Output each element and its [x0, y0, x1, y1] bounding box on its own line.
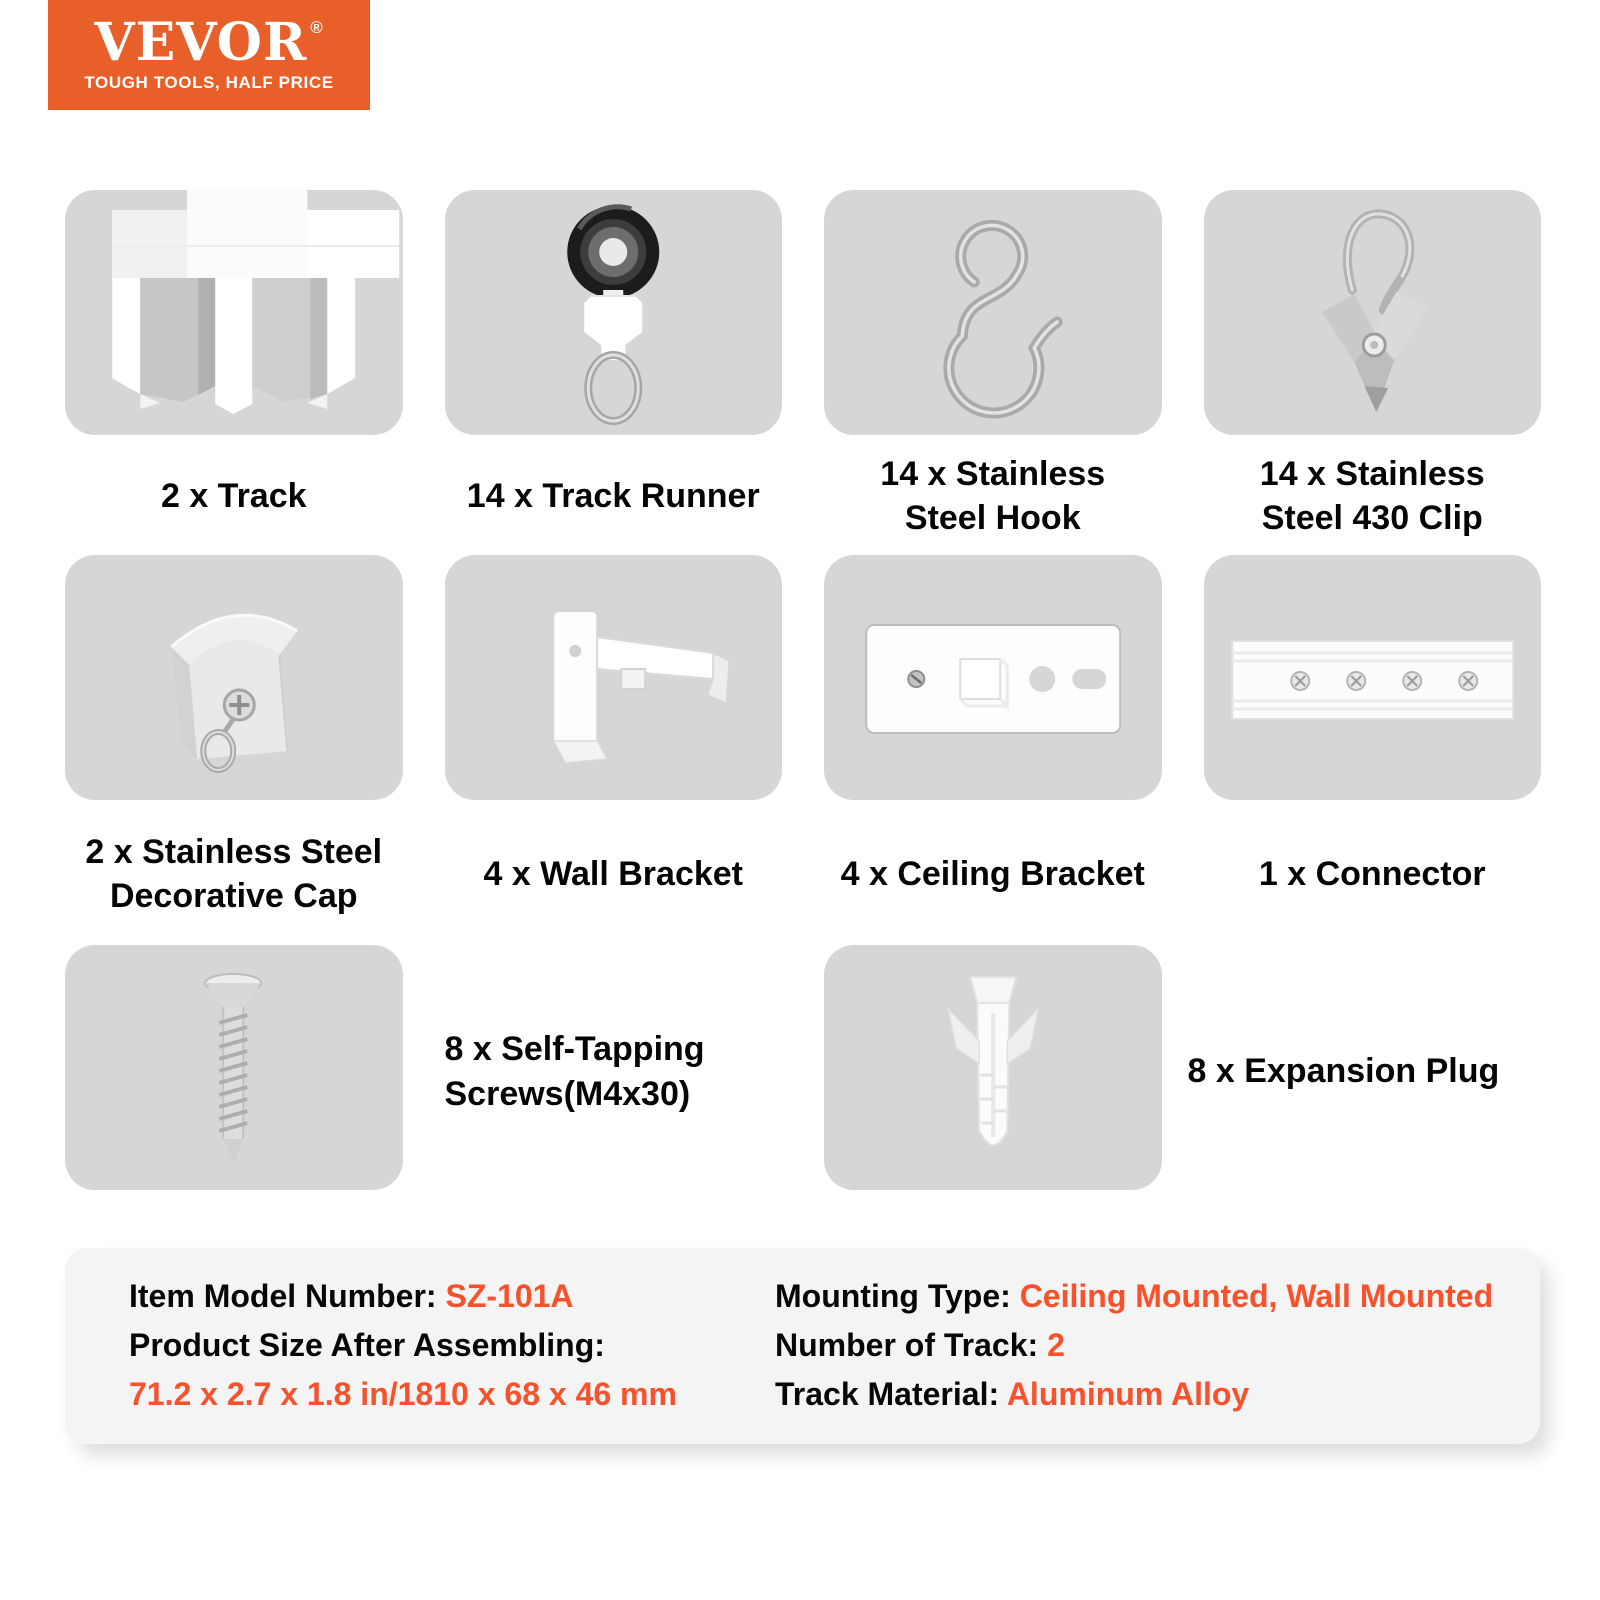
- part-label-stainless-steel-hook: [824, 437, 1162, 555]
- part-label-line: 4 x Wall Bracket: [483, 854, 744, 893]
- spec-panel: [65, 1248, 1540, 1444]
- vevor-logo-tagline: TOUGH TOOLS, HALF PRICE: [84, 73, 334, 92]
- spec-value: 71.2 x 2.7 x 1.8 in/1810 x 68 x 46 mm: [129, 1376, 677, 1412]
- spec-column-left: [129, 1272, 677, 1419]
- spec-number-of-track: [775, 1321, 1493, 1370]
- part-tile-connector: [1204, 555, 1542, 800]
- part-label-wall-bracket: [445, 802, 783, 945]
- parts-row-3: [65, 945, 1541, 1190]
- part-label-line: 2 x Track: [160, 477, 307, 515]
- part-tile-track: [65, 190, 403, 435]
- part-label-line: Decorative Cap: [109, 876, 358, 915]
- spec-label: Item Model Number:: [129, 1278, 446, 1314]
- spec-label: Track Material:: [775, 1376, 1007, 1412]
- parts-row-1-labels: [65, 437, 1541, 555]
- part-label-line: 14 x Track Runner: [466, 477, 760, 515]
- vevor-logo-wordmark: [94, 12, 324, 73]
- self-tapping-screw-image: [65, 945, 403, 1190]
- part-label-line: Steel Hook: [904, 499, 1081, 537]
- part-tile-ceiling-bracket: [824, 555, 1162, 800]
- part-label-ceiling-bracket: [824, 802, 1162, 945]
- registered-trademark-mark: ®: [310, 18, 324, 37]
- stainless-steel-430-clip-image: [1204, 190, 1542, 435]
- part-label-line: 1 x Connector: [1258, 854, 1486, 893]
- spec-column-right: [775, 1272, 1493, 1419]
- spec-value: SZ-101A: [445, 1278, 574, 1314]
- parts-row-2: [65, 555, 1541, 800]
- part-tile-expansion-plug: [824, 945, 1162, 1190]
- part-label-line: 8 x Self-Tapping: [444, 1029, 705, 1068]
- part-tile-wall-bracket: [445, 555, 783, 800]
- part-label-expansion-plug: [1188, 953, 1526, 1190]
- part-tile-self-tapping-screws: [65, 945, 403, 1190]
- part-label-line: 14 x Stainless: [1259, 455, 1485, 493]
- ceiling-bracket-image: [824, 555, 1162, 800]
- spec-value: 2: [1047, 1327, 1065, 1363]
- part-label-line: 2 x Stainless Steel: [85, 832, 383, 871]
- part-tile-stainless-steel-hook: [824, 190, 1162, 435]
- wall-bracket-image: [445, 555, 783, 800]
- spec-label: Mounting Type:: [775, 1278, 1020, 1314]
- spec-track-material: [775, 1370, 1493, 1419]
- part-label-track: [65, 437, 403, 555]
- part-tile-stainless-steel-430-clip: [1204, 190, 1542, 435]
- part-label-line: Steel 430 Clip: [1261, 499, 1483, 537]
- parts-row-1: [65, 190, 1541, 435]
- connector-image: [1204, 555, 1542, 800]
- spec-value: Aluminum Alloy: [1006, 1376, 1250, 1412]
- part-label-line: 8 x Expansion Plug: [1187, 1052, 1500, 1090]
- spec-product-size-value: [129, 1370, 677, 1419]
- part-tile-stainless-steel-decorative-cap: [65, 555, 403, 800]
- vevor-logo: [48, 0, 370, 110]
- track-runner-image: [445, 190, 783, 435]
- part-label-stainless-steel-430-clip: [1204, 437, 1542, 555]
- part-label-track-runner: [445, 437, 783, 555]
- stainless-steel-hook-image: [824, 190, 1162, 435]
- part-label-stainless-steel-decorative-cap: [65, 802, 403, 945]
- spec-label: Number of Track:: [775, 1327, 1048, 1363]
- part-label-self-tapping-screws: [445, 953, 783, 1190]
- track-image: [65, 190, 403, 435]
- part-label-line: 14 x Stainless: [880, 455, 1106, 493]
- part-tile-track-runner: [445, 190, 783, 435]
- expansion-plug-image: [824, 945, 1162, 1190]
- spec-value: Ceiling Mounted, Wall Mounted: [1019, 1278, 1494, 1314]
- part-label-connector: [1204, 802, 1542, 945]
- stainless-steel-decorative-cap-image: [65, 555, 403, 800]
- parts-row-2-labels: [65, 802, 1541, 945]
- spec-mounting-type: [775, 1272, 1493, 1321]
- spec-product-size-label: [129, 1321, 677, 1370]
- part-label-line: Screws(M4x30): [444, 1074, 691, 1113]
- part-label-line: 4 x Ceiling Bracket: [840, 854, 1145, 893]
- spec-label: Product Size After Assembling:: [129, 1327, 605, 1363]
- vevor-logo-text: VEVOR: [94, 12, 308, 73]
- spec-item-model-number: [129, 1272, 677, 1321]
